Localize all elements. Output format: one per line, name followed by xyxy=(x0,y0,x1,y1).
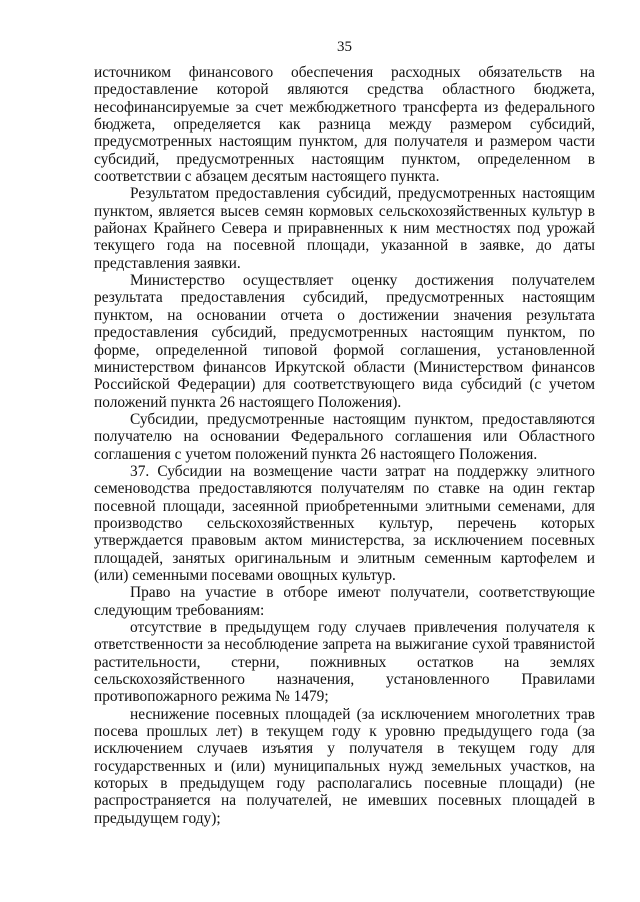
paragraph: источником финансового обеспечения расходных обязательств на предоставление которой являются средства областного бюджета, несофинансируемые за счет межбюджетного трансферта из федерального бюджета, определяется как разница между размером субсидий, предусмотренных настоящим пунктом, для получателя и размером части субсидий, предусмотренных настоящим пунктом, определенном в соответствии с абзацем десятым настоящего пункта. xyxy=(94,64,595,186)
document-body xyxy=(94,64,595,827)
document-page xyxy=(94,0,595,902)
paragraph: неснижение посевных площадей (за исключением многолетних трав посева прошлых лет) в текущем году к уровню предыдущего года (за исключением случаев изъятия у получателя в текущем году для государственных и (или) муниципальных нужд земельных участков, на которых в предыдущем году располагались посевные площади) (не распространяется на получателей, не имевших посевных площадей в предыдущем году); xyxy=(94,705,595,827)
paragraph: Министерство осуществляет оценку достижения получателем результата предоставления субсидий, предусмотренных настоящим пунктом, на основании отчета о достижении значения результата предоставления субсидий, предусмотренных настоящим пунктом, по форме, определенной типовой формой соглашения, установленной министерством финансов Иркутской области (Министерством финансов Российской Федерации) для соответствующего вида субсидий (с учетом положений пункта 26 настоящего Положения). xyxy=(94,272,595,411)
paragraph: Право на участие в отборе имеют получатели, соответствующие следующим требованиям: xyxy=(94,584,595,619)
paragraph: отсутствие в предыдущем году случаев привлечения получателя к ответственности за несоблюдение запрета на выжигание сухой травянистой растительности, стерни, пожнивных остатков на землях сельскохозяйственного назначения, установленного Правилами противопожарного режима № 1479; xyxy=(94,619,595,706)
paragraph: Результатом предоставления субсидий, предусмотренных настоящим пунктом, является высев семян кормовых сельскохозяйственных культур в районах Крайнего Севера и приравненных к ним местностях под урожай текущего года на посевной площади, указанной в заявке, до даты представления заявки. xyxy=(94,185,595,272)
page-number: 35 xyxy=(337,39,352,55)
paragraph: Субсидии, предусмотренные настоящим пунктом, предоставляются получателю на основании Федерального соглашения или Областного соглашения с учетом положений пункта 26 настоящего Положения. xyxy=(94,410,595,463)
paragraph: 37. Субсидии на возмещение части затрат на поддержку элитного семеноводства предоставляются получателям по ставке на один гектар посевной площади, засеянной приобретенными элитными семенами, для производство сельскохозяйственных культур, перечень которых утверждается правовым актом министерства, за исключением посевных площадей, занятых оригинальным и элитным семенным картофелем и (или) семенными посевами овощных культур. xyxy=(94,462,595,584)
